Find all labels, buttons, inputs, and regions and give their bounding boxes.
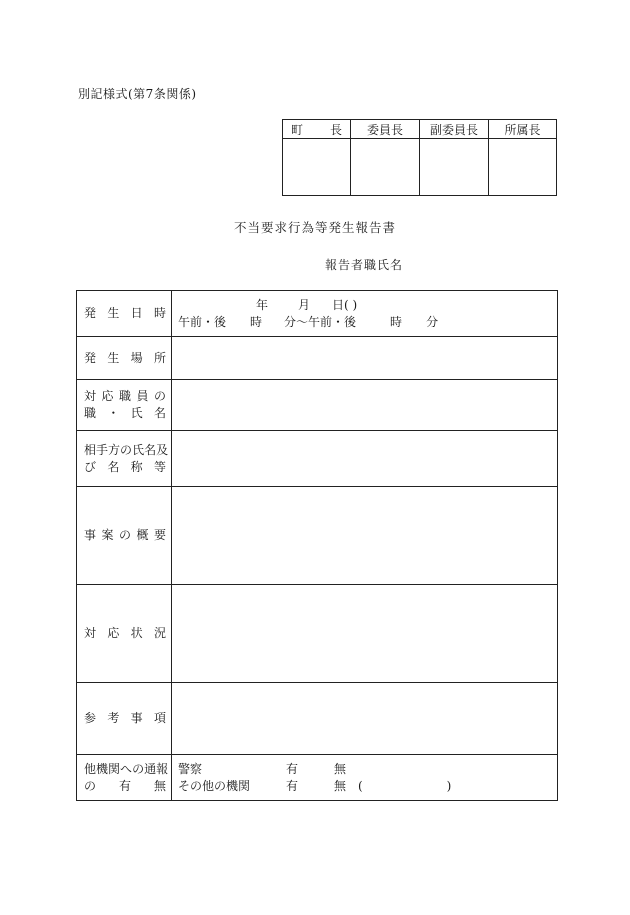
approval-stamp-chair[interactable] <box>351 139 420 196</box>
approval-stamp-mayor[interactable] <box>283 139 351 196</box>
minute-end-unit: 分 <box>426 314 439 329</box>
row-summary <box>77 487 558 585</box>
approval-header-chair: 委員長 <box>351 120 420 139</box>
label-notify-line1: 他 機 関 へ の 通 報 <box>84 761 169 776</box>
label-notify-line2: の 有 無 <box>84 778 166 793</box>
approval-stamp-vice-chair[interactable] <box>420 139 489 196</box>
row-place <box>77 337 558 380</box>
time-line <box>178 314 551 331</box>
row-reference <box>77 683 558 755</box>
notify-police-line <box>178 761 551 778</box>
field-response[interactable] <box>172 585 558 683</box>
row-notification <box>77 755 558 801</box>
hour-start-unit: 時 <box>250 314 263 329</box>
approval-stamp-table <box>282 119 557 196</box>
field-reference[interactable] <box>172 683 558 755</box>
field-notification[interactable] <box>172 755 558 801</box>
month-unit: 月 <box>298 297 311 312</box>
field-summary[interactable] <box>172 487 558 585</box>
approval-header-vice-chair: 副委員長 <box>420 120 489 139</box>
other-agency-detail[interactable]: ( ) <box>358 778 452 793</box>
row-datetime <box>77 291 558 337</box>
label-summary: 事 案 の 概 要 <box>84 528 166 542</box>
other-agency-label: その他の機関 <box>178 778 251 793</box>
field-place[interactable] <box>172 337 558 380</box>
approval-header-department-head: 所属長 <box>489 120 557 139</box>
police-yes-option[interactable]: 有 <box>286 761 299 776</box>
hour-end-unit: 時 <box>390 314 403 329</box>
field-datetime[interactable] <box>172 291 558 337</box>
row-response <box>77 585 558 683</box>
label-party-line2: び 名 称 等 <box>84 459 166 474</box>
label-place: 発 生 場 所 <box>84 350 166 365</box>
police-label: 警察 <box>178 761 203 776</box>
reporter-name-label: 報告者職氏名 <box>325 258 404 272</box>
am-pm-start: 午前・後 <box>178 314 227 329</box>
year-unit: 年 <box>256 297 269 312</box>
other-no-option[interactable]: 無 <box>334 778 347 793</box>
approval-stamp-department-head[interactable] <box>489 139 557 196</box>
minute-to-am-pm-end: 分～午前・後 <box>284 314 357 329</box>
row-staff <box>77 380 558 431</box>
date-line <box>178 297 551 314</box>
other-yes-option[interactable]: 有 <box>286 778 299 793</box>
day-unit: 日( ) <box>332 297 358 312</box>
label-response: 対 応 状 況 <box>84 626 166 640</box>
label-datetime: 発 生 日 時 <box>84 306 166 320</box>
label-party-line1: 相 手 方 の 氏 名 及 <box>84 442 169 457</box>
notify-other-line <box>178 778 551 795</box>
label-staff-line2: 職 ・ 氏 名 <box>84 406 166 420</box>
police-no-option[interactable]: 無 <box>334 761 347 776</box>
row-party <box>77 431 558 487</box>
form-reference: 別記様式(第7条関係) <box>78 87 197 101</box>
field-staff[interactable] <box>172 380 558 431</box>
incident-report-form <box>76 290 558 801</box>
field-party[interactable] <box>172 431 558 487</box>
approval-header-mayor: 町 長 <box>283 120 351 139</box>
label-reference: 参 考 事 項 <box>84 711 166 725</box>
document-title: 不当要求行為等発生報告書 <box>233 220 396 235</box>
label-staff-line1: 対 応 職 員 の <box>84 389 166 403</box>
